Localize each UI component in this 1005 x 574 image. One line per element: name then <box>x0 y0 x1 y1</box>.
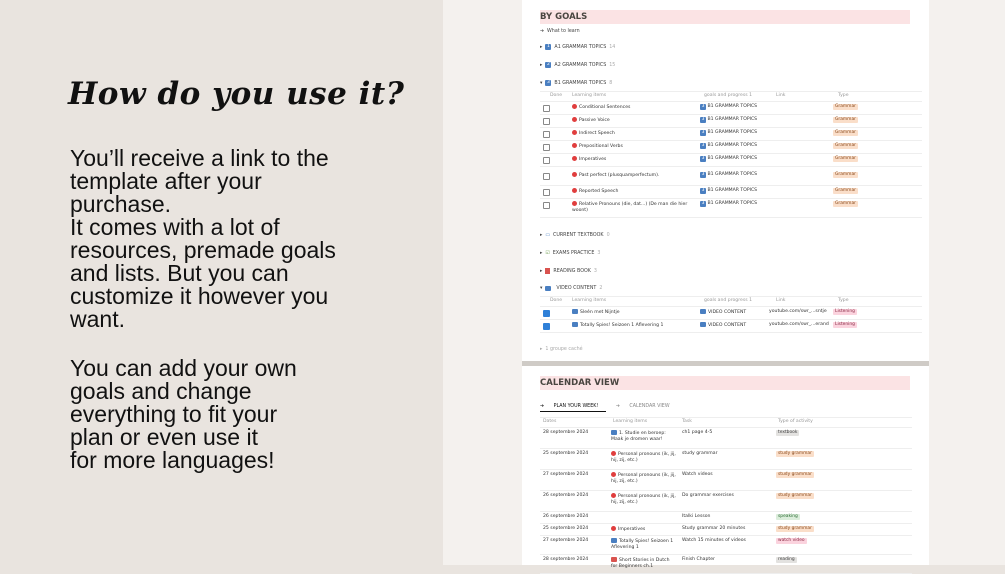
tv-icon <box>611 538 617 543</box>
type-cell: Grammar <box>835 172 856 177</box>
red-dot-icon <box>572 117 577 122</box>
table-header-row <box>540 92 922 102</box>
type-cell: reading <box>778 557 795 562</box>
item-cell: Short Stories in Dutch for Beginners ch.1 <box>611 558 670 569</box>
view-tabs <box>540 404 686 409</box>
done-checkbox[interactable] <box>543 157 550 164</box>
checklist-icon: ☑ <box>545 251 550 256</box>
text-line: goals and change <box>70 378 252 404</box>
number-badge-icon: 3 <box>546 80 550 85</box>
item-cell: Prepositional Verbs <box>572 143 623 149</box>
text-line: It comes with a lot of <box>70 214 280 240</box>
table-row[interactable] <box>540 307 922 320</box>
book-icon: ▭ <box>545 233 550 238</box>
red-book-icon <box>545 268 550 274</box>
number-badge-icon: 3 <box>701 201 705 206</box>
date-cell: 28 septembre 2024 <box>543 557 589 562</box>
type-cell: study grammar <box>778 472 812 477</box>
done-checkbox[interactable] <box>543 323 550 330</box>
col-items: Learning items <box>572 93 607 98</box>
type-cell: study grammar <box>778 451 812 456</box>
number-badge-icon: 3 <box>701 172 705 177</box>
left-text-panel <box>0 0 443 565</box>
group-textbook[interactable]: ▸ ▭ CURRENT TEXTBOOK 0 <box>540 233 610 238</box>
tv-icon <box>572 309 578 314</box>
number-badge-icon: 3 <box>701 117 705 122</box>
caret-down-icon: ▾ <box>540 80 543 86</box>
red-dot-icon <box>572 143 577 148</box>
b1-table <box>540 91 922 218</box>
col-items: Learning items <box>572 298 607 303</box>
done-checkbox[interactable] <box>543 202 550 209</box>
item-cell: Conditional Sentences <box>572 104 630 110</box>
number-badge-icon: 2 <box>546 62 550 67</box>
date-cell: 25 septembre 2024 <box>543 451 589 456</box>
text-line: purchase. <box>70 191 172 217</box>
text-line: want. <box>70 306 125 332</box>
item-cell: Personal pronouns (ik, jij, hij, zij, etc.) <box>611 494 676 505</box>
text-line: resources, premade goals <box>70 237 336 263</box>
col-goals: goals and progress 1 <box>704 298 752 303</box>
red-dot-icon <box>572 172 577 177</box>
hidden-groups-toggle[interactable]: ▸ 1 groupe caché <box>540 347 583 352</box>
goals-panel <box>522 0 929 362</box>
table-row[interactable] <box>540 199 922 218</box>
item-cell: Totally Spies! Seizoen 1 Aflevering 1 <box>611 539 674 550</box>
goal-cell: VIDEO CONTENT <box>700 322 746 328</box>
group-b1[interactable]: ▾ 3 B1 GRAMMAR TOPICS 8 <box>540 80 613 86</box>
group-a1[interactable]: ▸ 1 A1 GRAMMAR TOPICS 14 <box>540 44 616 50</box>
table-row[interactable] <box>540 320 922 333</box>
red-book-icon <box>611 557 617 562</box>
col-type: Type <box>838 93 849 98</box>
col-items: Learning items <box>613 419 648 424</box>
caret-down-icon: ▾ <box>540 286 543 291</box>
item-cell: Reported Speech <box>572 188 618 194</box>
table-row[interactable] <box>540 115 922 128</box>
item-cell: Imperatives <box>611 526 645 532</box>
goal-cell: 3 B1 GRAMMAR TOPICS <box>701 172 758 177</box>
tv-icon <box>545 286 551 291</box>
done-checkbox[interactable] <box>543 189 550 196</box>
link-cell[interactable]: youtube.com/swr_...sntje <box>769 309 827 314</box>
goal-cell: 3 B1 GRAMMAR TOPICS <box>701 130 758 135</box>
text-line: plan or even use it <box>70 424 258 450</box>
goal-cell: 3 B1 GRAMMAR TOPICS <box>701 104 758 109</box>
red-dot-icon <box>572 156 577 161</box>
table-header-row <box>540 418 912 428</box>
table-row[interactable] <box>540 555 912 574</box>
red-dot-icon <box>611 493 616 498</box>
col-done: Done <box>550 298 563 303</box>
red-dot-icon <box>611 526 616 531</box>
arrow-right-icon: ➔ <box>540 404 545 409</box>
goal-cell: 3 B1 GRAMMAR TOPICS <box>701 156 758 161</box>
done-checkbox[interactable] <box>543 118 550 125</box>
type-cell: Grammar <box>835 188 856 193</box>
goals-section-header: BY GOALS <box>540 10 910 24</box>
done-checkbox[interactable] <box>543 144 550 151</box>
red-dot-icon <box>572 104 577 109</box>
type-cell: study grammar <box>778 526 812 531</box>
table-row[interactable] <box>540 141 922 154</box>
goal-cell: VIDEO CONTENT <box>700 309 746 315</box>
col-dates: Dates <box>543 419 557 424</box>
table-row[interactable] <box>540 102 922 115</box>
type-cell: watch video <box>778 538 805 543</box>
tab-calendar-view[interactable]: ➔ CALENDAR VIEW <box>615 404 670 409</box>
tv-icon <box>572 322 578 327</box>
goal-cell: 3 B1 GRAMMAR TOPICS <box>701 117 758 122</box>
page-title: How do you use it? <box>68 76 405 112</box>
red-dot-icon <box>572 201 577 206</box>
col-done: Done <box>550 93 563 98</box>
item-cell: Relative Pronouns (die, dat...) (De man die hier woont) <box>572 202 688 213</box>
goal-cell: 3 B1 GRAMMAR TOPICS <box>701 201 758 206</box>
caret-right-icon: ▸ <box>540 347 543 352</box>
table-row[interactable] <box>540 524 912 536</box>
item-cell: Passive Voice <box>572 117 610 123</box>
item-cell: Personal pronouns (ik, jij, hij, zij, etc.) <box>611 452 676 463</box>
done-checkbox[interactable] <box>543 131 550 138</box>
item-cell: Imperatives <box>572 156 606 162</box>
number-badge-icon: 3 <box>701 130 705 135</box>
type-cell: Grammar <box>835 156 856 161</box>
col-type: Type of activity <box>778 419 813 424</box>
date-cell: 26 septembre 2024 <box>543 514 589 519</box>
calendar-panel <box>522 366 929 569</box>
group-a2[interactable]: ▸ 2 A2 GRAMMAR TOPICS 15 <box>540 62 616 68</box>
tab-plan-your-week[interactable]: ➔ PLAN YOUR WEEK! <box>540 404 606 412</box>
what-to-learn-link[interactable]: ➔ What to learn <box>540 29 580 34</box>
task-cell: Study grammar 20 minutes <box>682 526 746 531</box>
text-line: template after your <box>70 168 262 194</box>
number-badge-icon: 3 <box>701 188 705 193</box>
task-cell: study grammar <box>682 451 718 456</box>
book-icon <box>611 430 617 435</box>
date-cell: 28 septembre 2024 <box>543 430 589 435</box>
done-checkbox[interactable] <box>543 310 550 317</box>
tv-icon <box>700 309 706 314</box>
caret-right-icon: ▸ <box>540 251 543 256</box>
item-cell: Past perfect (plusquamperfectum). <box>572 172 659 178</box>
done-checkbox[interactable] <box>543 105 550 112</box>
date-cell: 27 septembre 2024 <box>543 538 589 543</box>
tv-icon <box>700 322 706 327</box>
task-cell: Do grammar exercises <box>682 493 734 498</box>
type-cell: Grammar <box>835 201 856 206</box>
goal-cell: 3 B1 GRAMMAR TOPICS <box>701 143 758 148</box>
type-cell: Listening <box>835 309 855 314</box>
table-row[interactable] <box>540 167 922 186</box>
item-cell: Totally Spies! Seizoen 1 Aflevering 1 <box>572 322 663 328</box>
red-dot-icon <box>572 130 577 135</box>
type-cell: Grammar <box>835 143 856 148</box>
table-row[interactable] <box>540 449 912 470</box>
table-header-row <box>540 297 922 307</box>
number-badge-icon: 3 <box>701 104 705 109</box>
number-badge-icon: 1 <box>546 44 550 49</box>
task-cell: Italki Lesson <box>682 514 711 519</box>
task-cell: ch1 page 4-5 <box>682 430 713 435</box>
task-cell: Finish Chapter <box>682 557 715 562</box>
type-cell: Grammar <box>835 104 856 109</box>
type-cell: speaking <box>778 514 798 519</box>
col-type: Type <box>838 298 849 303</box>
item-cell: Sleén met Nijntje <box>572 309 620 315</box>
calendar-section-header: CALENDAR VIEW <box>540 376 910 390</box>
caret-right-icon: ▸ <box>540 233 543 238</box>
type-cell: textbook <box>778 430 798 435</box>
red-dot-icon <box>611 472 616 477</box>
item-cell: Personal pronouns (ik, jij, hij, zij, etc.) <box>611 473 676 484</box>
calendar-table <box>540 417 912 574</box>
description-paragraph-1 <box>70 147 410 331</box>
type-cell: Grammar <box>835 117 856 122</box>
text-line: customize it however you <box>70 283 329 309</box>
arrow-right-icon: ➔ <box>540 29 545 34</box>
number-badge-icon: 3 <box>701 156 705 161</box>
task-cell: Watch 15 minutes of videos <box>682 538 746 543</box>
date-cell: 27 septembre 2024 <box>543 472 589 477</box>
table-row[interactable] <box>540 128 922 141</box>
text-line: You can add your own <box>70 355 297 381</box>
date-cell: 25 septembre 2024 <box>543 526 589 531</box>
type-cell: Listening <box>835 322 855 327</box>
done-checkbox[interactable] <box>543 173 550 180</box>
group-reading[interactable]: ▸ READING BOOK 3 <box>540 268 597 274</box>
red-dot-icon <box>611 451 616 456</box>
col-task: Task <box>682 419 692 424</box>
table-row[interactable] <box>540 470 912 491</box>
group-exams[interactable]: ▸ ☑ EXAMS PRACTICE 3 <box>540 251 601 256</box>
caret-right-icon: ▸ <box>540 268 543 274</box>
task-cell: Watch videos <box>682 472 713 477</box>
arrow-right-icon: ➔ <box>615 404 620 409</box>
table-row[interactable] <box>540 186 922 199</box>
text-line: and lists. But you can <box>70 260 289 286</box>
goal-cell: 3 B1 GRAMMAR TOPICS <box>701 188 758 193</box>
caret-right-icon: ▸ <box>540 44 543 50</box>
text-line: everything to fit your <box>70 401 278 427</box>
red-dot-icon <box>572 188 577 193</box>
description-paragraph-2 <box>70 357 410 472</box>
type-cell: study grammar <box>778 493 812 498</box>
col-goals: goals and progress 1 <box>704 93 752 98</box>
date-cell: 26 septembre 2024 <box>543 493 589 498</box>
table-row[interactable] <box>540 428 912 449</box>
table-row[interactable] <box>540 536 912 555</box>
link-cell[interactable]: youtube.com/swr_...erand <box>769 322 829 327</box>
number-badge-icon: 3 <box>701 143 705 148</box>
col-link: Link <box>776 298 786 303</box>
item-cell: Indirect Speech <box>572 130 615 136</box>
type-cell: Grammar <box>835 130 856 135</box>
caret-right-icon: ▸ <box>540 62 543 68</box>
table-row[interactable] <box>540 512 912 524</box>
item-cell: 1. Studie en beroep: Maak je dromen waar! <box>611 431 666 442</box>
table-row[interactable] <box>540 491 912 512</box>
video-table <box>540 296 922 333</box>
group-video[interactable]: ▾ VIDEO CONTENT 2 <box>540 286 603 291</box>
col-link: Link <box>776 93 786 98</box>
text-line: for more languages! <box>70 447 275 473</box>
text-line: You’ll receive a link to the <box>70 145 329 171</box>
table-row[interactable] <box>540 154 922 167</box>
